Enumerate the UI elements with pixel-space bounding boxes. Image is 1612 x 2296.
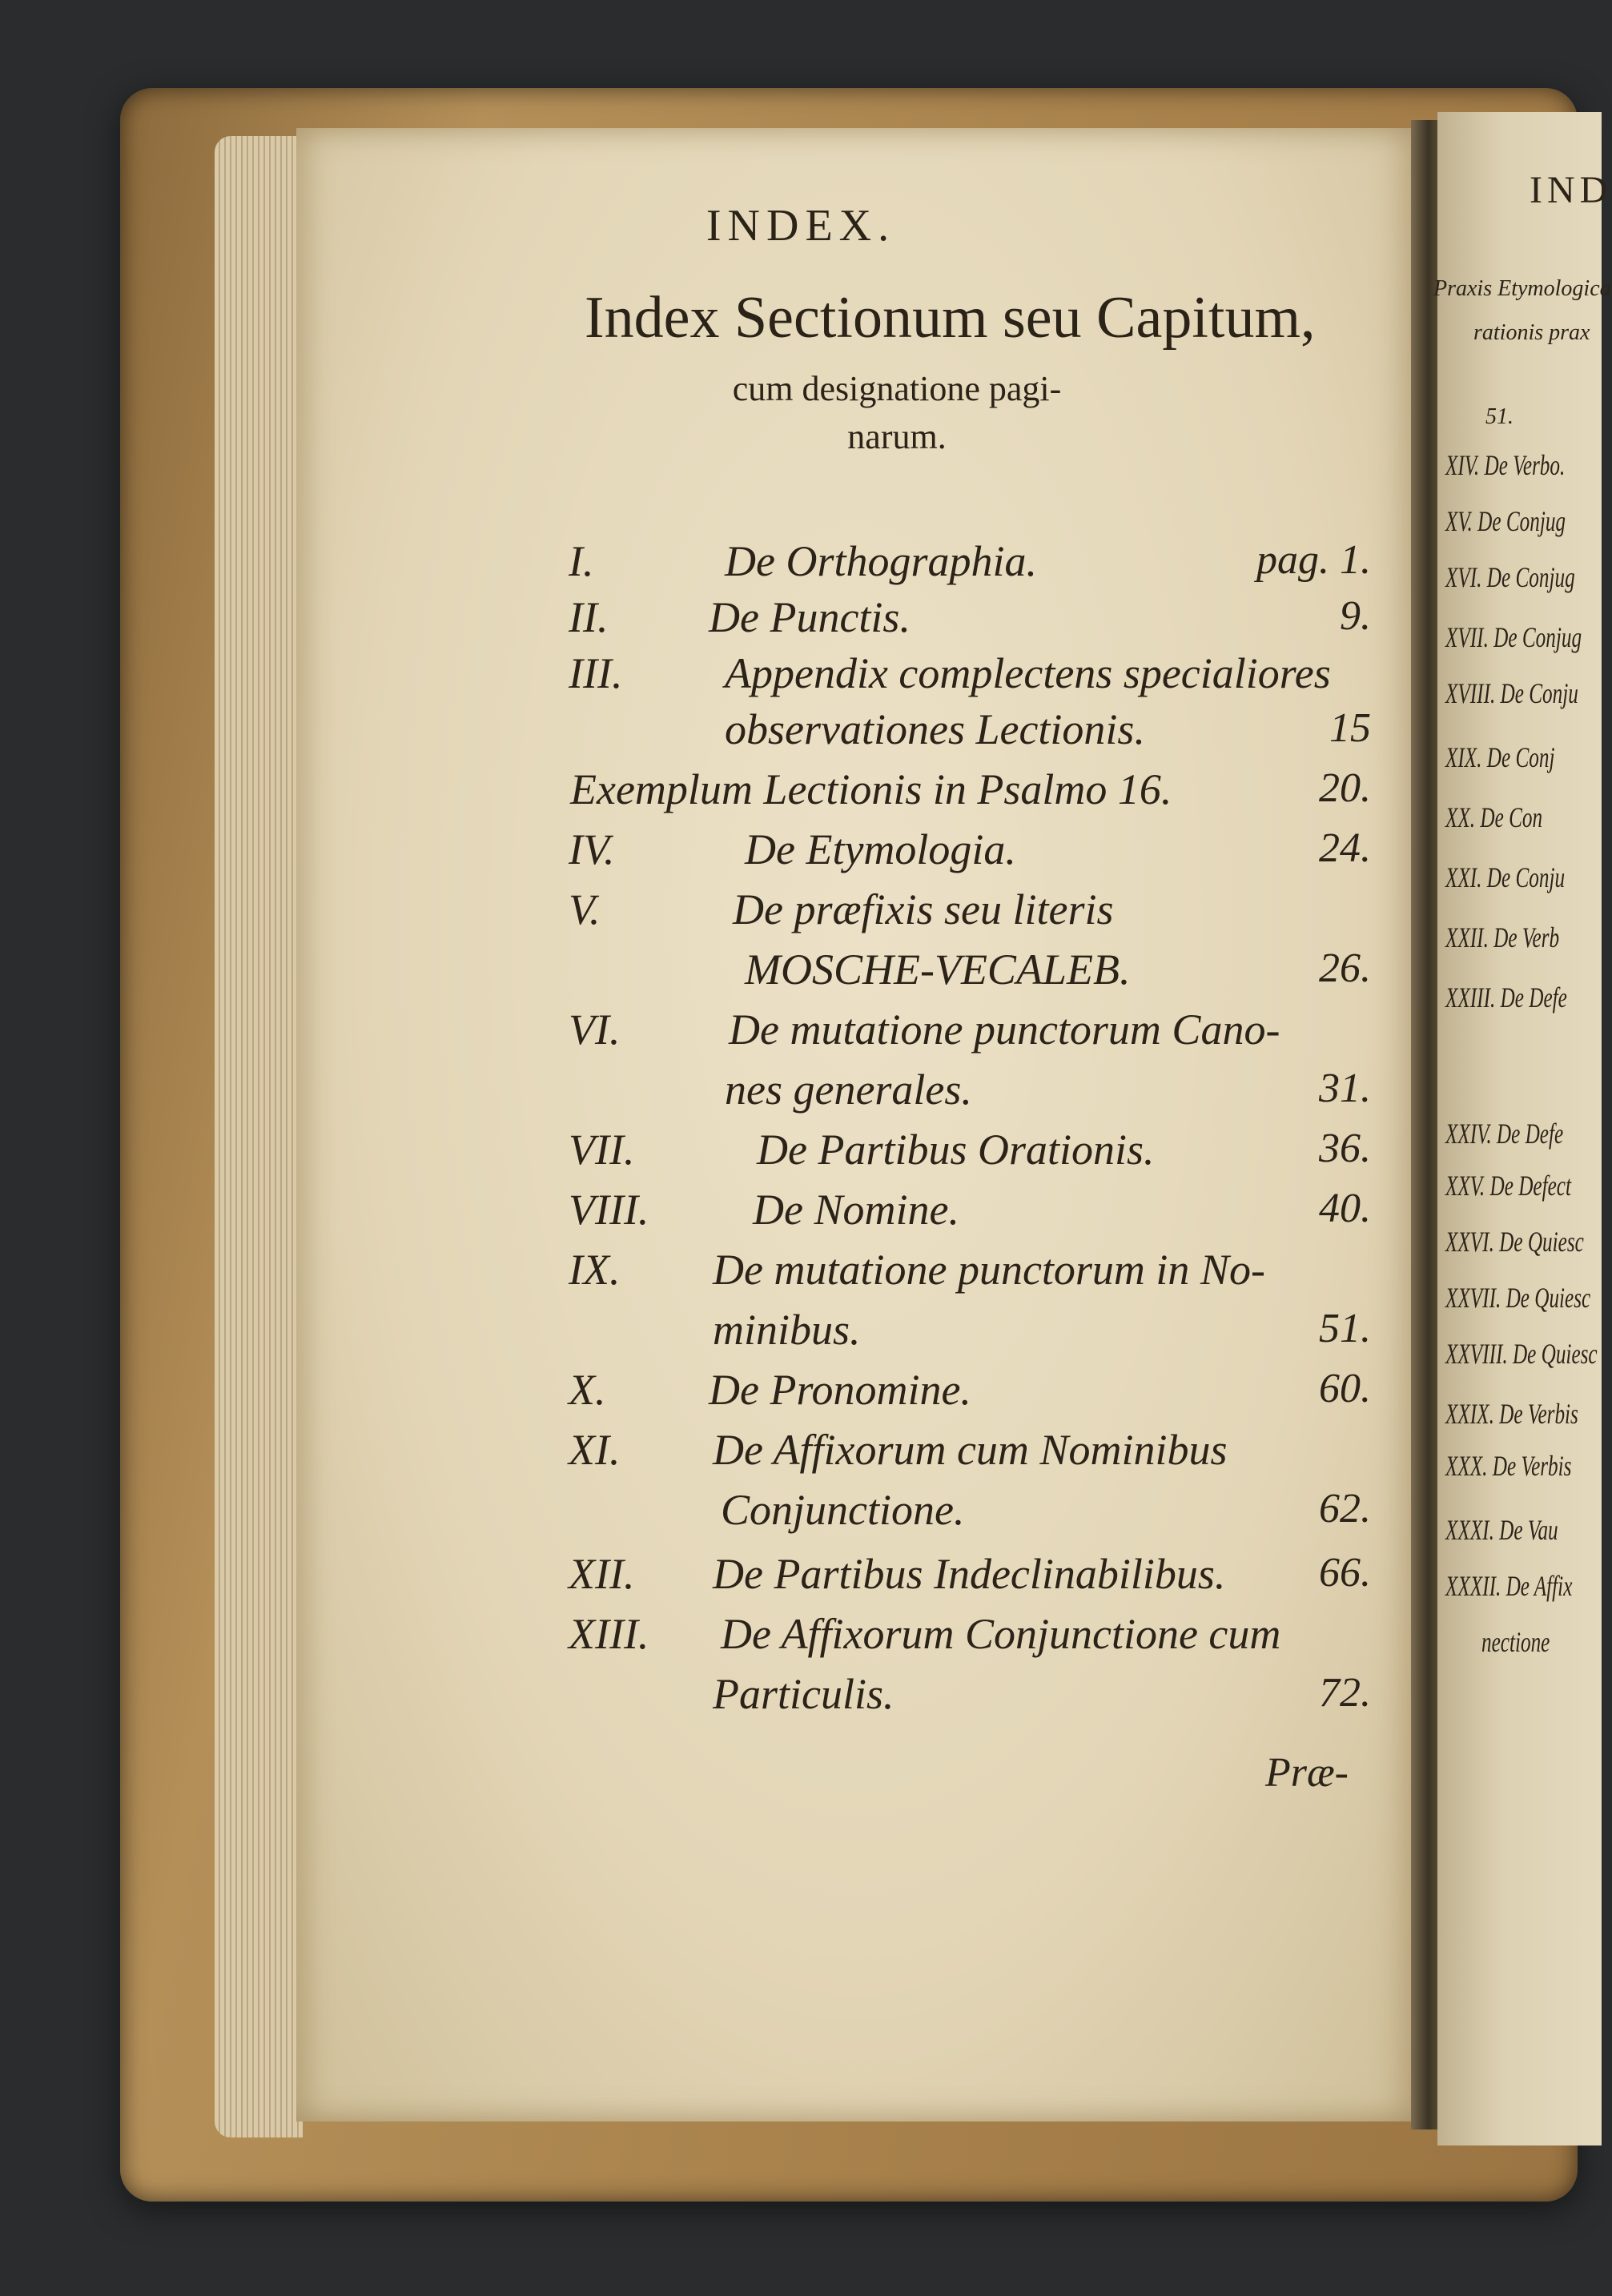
right-page-line: XVII. De Conjug (1445, 621, 1582, 653)
right-page-line: XXIX. De Verbis (1445, 1398, 1578, 1430)
entry-title: Particulis. (713, 1670, 894, 1718)
right-page-line: XX. De Con (1445, 801, 1543, 833)
entry-page-number: 20. (1319, 765, 1371, 811)
right-page-line: XXII. De Verb (1445, 921, 1560, 953)
right-page-line: rationis prax (1473, 320, 1590, 345)
index-entry (0, 765, 1602, 821)
right-page-line: 51. (1485, 404, 1514, 429)
entry-number: XII. (569, 1550, 635, 1598)
index-entry (0, 825, 1602, 881)
entry-number: VIII. (569, 1186, 649, 1234)
index-entry (0, 1065, 1602, 1121)
index-entry (0, 1125, 1602, 1181)
index-entry (0, 536, 1602, 592)
right-page-line: XXV. De Defect (1445, 1170, 1571, 1202)
right-running-head: IND (1530, 169, 1612, 211)
index-entry (0, 648, 1602, 704)
entry-page-number: 15 (1329, 705, 1371, 751)
right-page-line: XIX. De Conj (1445, 741, 1555, 773)
entry-page-number: 36. (1319, 1126, 1371, 1171)
right-page-line: XXIII. De Defe (1445, 981, 1567, 1014)
index-entry (0, 1549, 1602, 1605)
right-page-line: XXX. De Verbis (1445, 1450, 1572, 1482)
index-entry (0, 1005, 1602, 1061)
entry-number: V. (569, 885, 601, 933)
entry-number: VII. (569, 1126, 635, 1174)
entry-number: I. (569, 537, 594, 585)
entry-title: Exemplum Lectionis in Psalmo 16. (570, 765, 1172, 813)
entry-number: XI. (569, 1426, 621, 1474)
entry-number: X. (569, 1366, 606, 1414)
entry-title: De Orthographia. (725, 537, 1037, 585)
entry-title: nes generales. (725, 1066, 972, 1114)
entry-page-number: 72. (1319, 1670, 1371, 1716)
index-entry (0, 592, 1602, 648)
index-entry (0, 1365, 1602, 1421)
right-page-line: XXIV. De Defe (1445, 1118, 1564, 1150)
entry-title: minibus. (713, 1306, 861, 1354)
right-page-line: XXXI. De Vau (1445, 1514, 1558, 1546)
entry-number: VI. (569, 1006, 621, 1054)
index-entry (0, 1669, 1602, 1725)
right-page-line: XXXII. De Affix (1445, 1570, 1573, 1602)
entry-title: De Partibus Orationis. (757, 1126, 1155, 1174)
entry-title: De mutatione punctorum Cano- (729, 1006, 1280, 1054)
entry-title: De Affixorum Conjunctione cum (721, 1610, 1281, 1658)
entry-page-number: 31. (1319, 1066, 1371, 1111)
entry-title: De Etymologia. (745, 825, 1016, 873)
catchword: Præ- (1265, 1750, 1349, 1796)
entry-page-number: 62. (1319, 1486, 1371, 1531)
right-page-line: XXVI. De Quiesc (1445, 1226, 1584, 1258)
right-page-line: XXVIII. De Quiesc (1445, 1338, 1598, 1370)
entry-page-number: 9. (1340, 593, 1371, 639)
entry-title: De Nomine. (753, 1186, 959, 1234)
entry-number: II. (569, 593, 609, 641)
entry-page-number: 60. (1319, 1366, 1371, 1411)
right-page-line: nectione (1481, 1626, 1550, 1658)
index-entry (0, 1609, 1602, 1665)
right-page-line: XVIII. De Conju (1445, 677, 1578, 709)
right-page-line: XVI. De Conjug (1445, 561, 1575, 593)
entry-page-number: 26. (1319, 945, 1371, 991)
running-head: INDEX. (706, 201, 896, 251)
entry-page-number: 40. (1319, 1186, 1371, 1231)
index-title: Index Sectionum seu Capitum, (585, 285, 1316, 351)
entry-title: De præfixis seu literis (733, 885, 1114, 933)
right-page-line: XXI. De Conju (1445, 861, 1566, 893)
index-entry (0, 1485, 1602, 1541)
entry-title: De Pronomine. (709, 1366, 971, 1414)
entry-page-number: 24. (1319, 825, 1371, 871)
entry-number: IX. (569, 1246, 621, 1294)
index-entry (0, 704, 1602, 761)
entry-number: XIII. (569, 1610, 649, 1658)
index-entry (0, 945, 1602, 1001)
index-entry (0, 1305, 1602, 1361)
right-page-line: XIV. De Verbo. (1445, 449, 1566, 481)
index-entry (0, 1425, 1602, 1481)
index-subtitle-line-2: narum. (847, 417, 947, 456)
entry-page-number: 66. (1319, 1550, 1371, 1596)
entry-title: Appendix complectens specialiores (725, 649, 1331, 697)
entry-page-number: 51. (1319, 1306, 1371, 1351)
entry-number: III. (569, 649, 623, 697)
entry-title: De mutatione punctorum in No- (713, 1246, 1265, 1294)
right-page-line: XXVII. De Quiesc (1445, 1282, 1591, 1314)
entry-title: Conjunctione. (721, 1486, 965, 1534)
right-page-line: XV. De Conjug (1445, 505, 1566, 537)
entry-title: observationes Lectionis. (725, 705, 1145, 753)
index-entry (0, 885, 1602, 941)
entry-title: De Punctis. (709, 593, 911, 641)
entry-title: De Partibus Indeclinabilibus. (713, 1550, 1226, 1598)
entry-title: De Affixorum cum Nominibus (713, 1426, 1228, 1474)
index-entry (0, 1245, 1602, 1301)
entry-title: MOSCHE-VECALEB. (745, 945, 1131, 993)
index-entry (0, 1185, 1602, 1241)
right-page-line: Praxis Etymologica (1433, 276, 1611, 301)
index-subtitle-line-1: cum designatione pagi- (732, 369, 1062, 408)
entry-page-number: pag. 1. (1256, 537, 1371, 583)
entry-number: IV. (569, 825, 615, 873)
